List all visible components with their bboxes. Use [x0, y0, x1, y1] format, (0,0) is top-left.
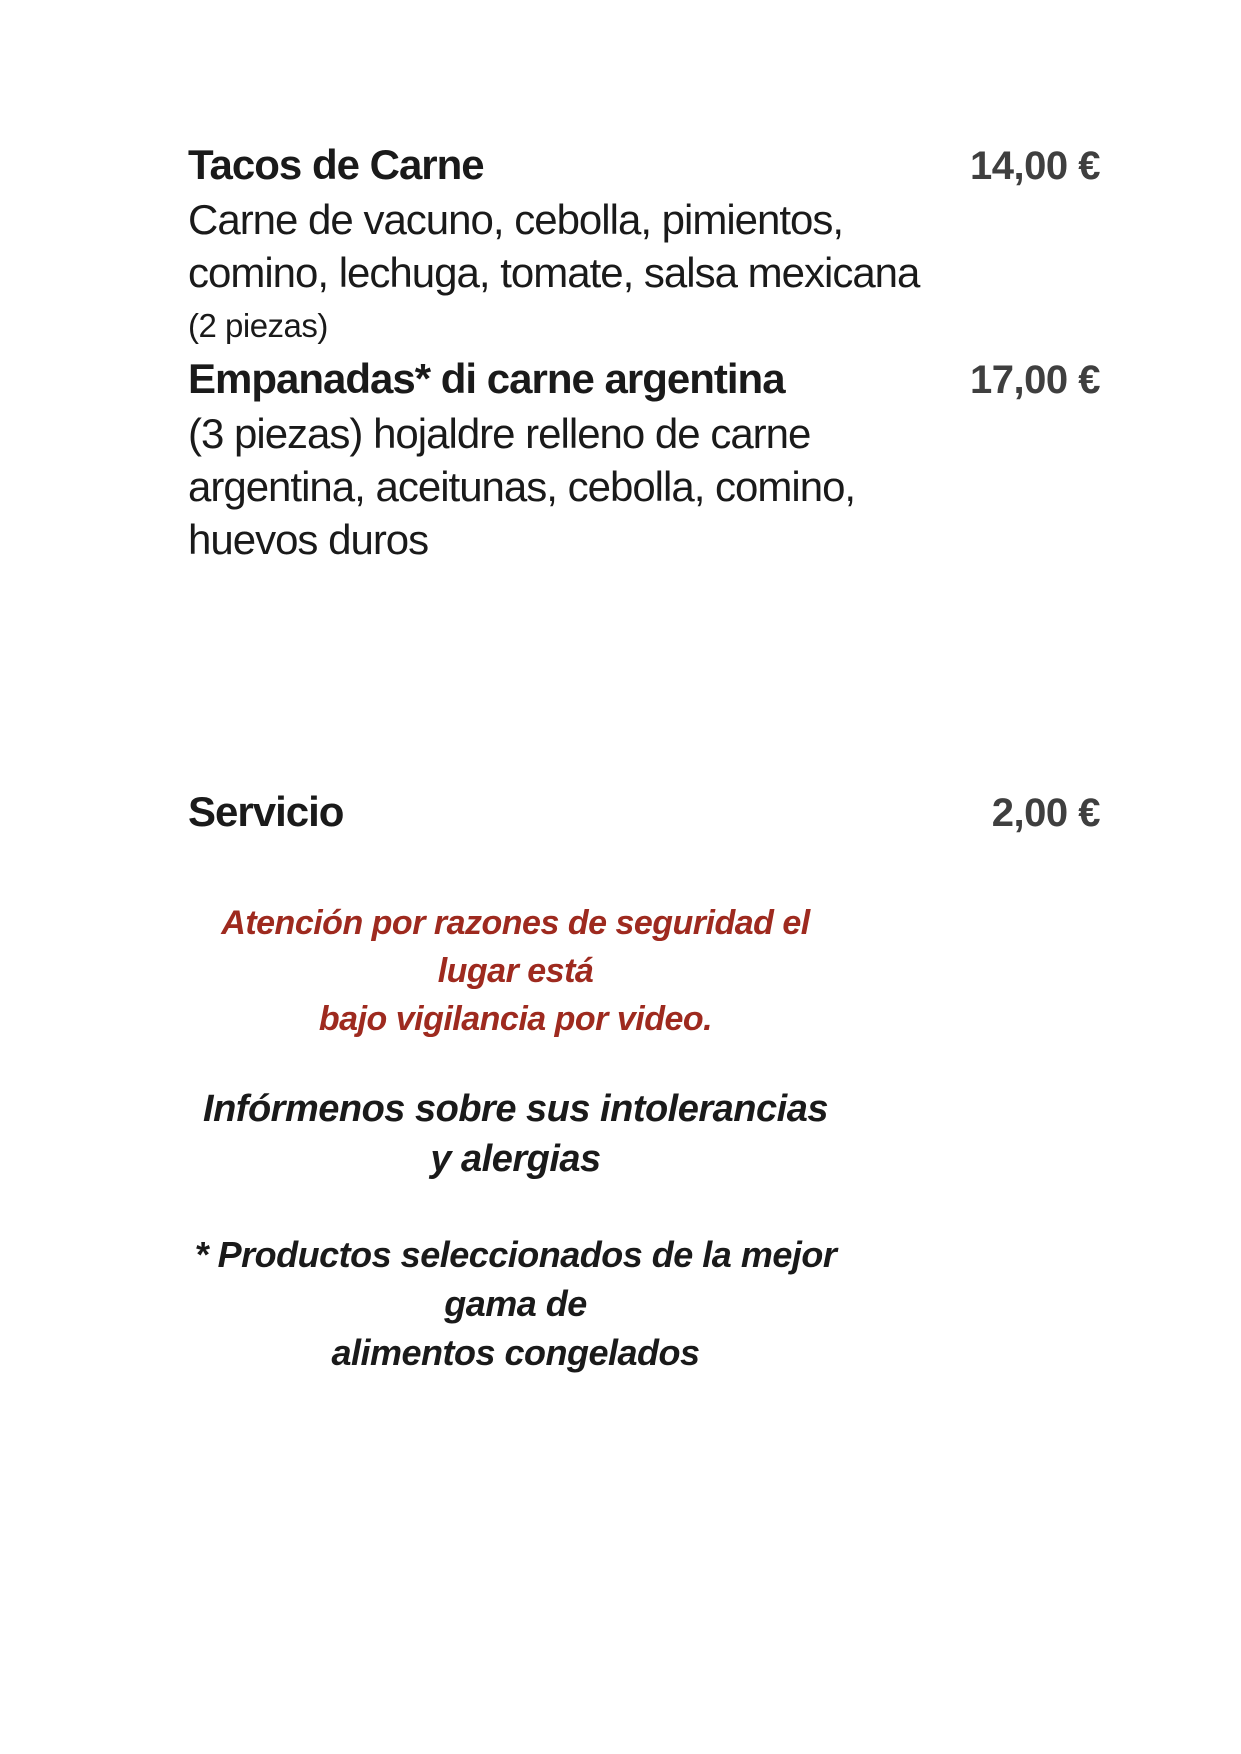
item-description-line: (3 piezas) hojaldre relleno de carne: [188, 410, 811, 457]
menu-section: [0, 0, 1100, 840]
security-notice-line: Atención por razones de seguridad el lugar está: [221, 904, 810, 990]
frozen-products-line: * Productos seleccionados de la mejor gama de: [194, 1234, 837, 1324]
menu-item-row: [188, 138, 1100, 193]
service-price: 2,00 €: [991, 791, 1100, 835]
notes-section: [188, 899, 843, 1377]
item-description-line: comino, lechuga, tomate, salsa mexicana: [188, 249, 920, 296]
item-name: Tacos de Carne: [188, 141, 484, 188]
service-row: [188, 785, 1100, 840]
item-name: Empanadas* di carne argentina: [188, 355, 785, 402]
frozen-products-notice: [188, 1230, 843, 1377]
item-description-line: argentina, aceitunas, cebolla, comino,: [188, 463, 856, 510]
security-notice: [188, 899, 843, 1043]
item-description-line: Carne de vacuno, cebolla, pimientos,: [188, 196, 844, 243]
security-notice-line: bajo vigilancia por video.: [318, 1000, 713, 1038]
menu-item-row: [188, 352, 1100, 407]
item-price: 14,00 €: [970, 144, 1100, 188]
item-portion-note: (2 piezas): [188, 307, 328, 344]
item-description-line: huevos duros: [188, 516, 429, 563]
allergy-notice: Infórmenos sobre sus intolerancias y alergias: [203, 1088, 828, 1180]
service-name: Servicio: [188, 788, 344, 835]
frozen-products-line: alimentos congelados: [331, 1332, 700, 1373]
item-price: 17,00 €: [970, 358, 1100, 402]
